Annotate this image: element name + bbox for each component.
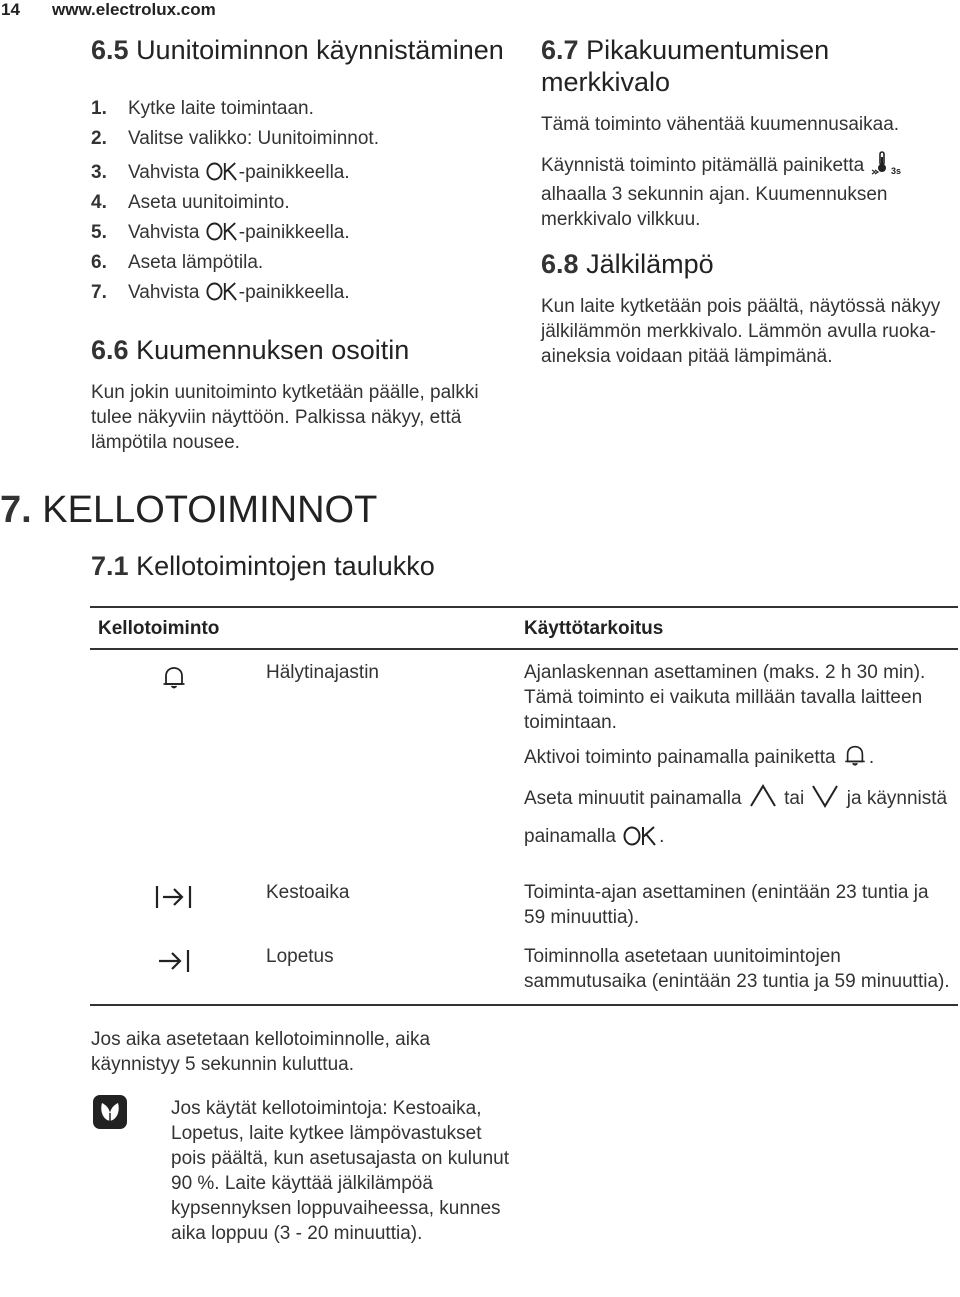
heading-7: 7. KELLOTOIMINNOT (0, 489, 378, 531)
table-header-row (90, 607, 958, 649)
heading-7-1: 7.1 Kellotoimintojen taulukko (91, 551, 435, 581)
bell-icon (843, 743, 867, 774)
function-description: Ajanlaskennan asettaminen (maks. 2 h 30 min). Tämä toiminto ei vaikuta millään tavalla laitteen toimintaan. Aktivoi toiminto painamalla painiketta . Aseta minuutit painamalla tai ja käynnistä painamalla . (516, 649, 958, 870)
note-timer-start: Jos aika asetetaan kellotoiminnolle, aika käynnistyy 5 sekunnin kuluttua. (91, 1029, 431, 1075)
function-name: Lopetus (258, 934, 516, 1005)
table-row (90, 934, 958, 1005)
steps-list (91, 96, 511, 310)
column-header-function: Kellotoiminto (90, 607, 516, 649)
left-column (91, 34, 511, 455)
list-item: 2. Valitse valikko: Uunitoiminnot. (91, 128, 379, 149)
chevron-up-icon (749, 784, 777, 820)
heading-6-5: 6.5 Uunitoiminnon käynnistäminen (91, 35, 504, 65)
table-row (90, 870, 958, 934)
bell-icon (161, 674, 187, 695)
heading-6-7: 6.7 Pikakuumentumisen merkkivalo (541, 35, 830, 97)
ok-icon (206, 282, 238, 308)
list-item: 5. Vahvista -painikkeella. (91, 220, 511, 250)
table-row (90, 649, 958, 870)
column-header-purpose: Käyttötarkoitus (516, 607, 958, 649)
function-description: Toiminnolla asetetaan uunitoimintojen sammutusaika (enintään 23 tuntia ja 59 minuuttia). (516, 934, 958, 1005)
paragraph-6-6: Kun jokin uunitoiminto kytketään päälle, palkki tulee näkyviin näyttöön. Palkissa näkyy, että lämpötila nousee. (91, 382, 479, 453)
right-column (541, 34, 960, 369)
list-item: 6. Aseta lämpötila. (91, 252, 264, 273)
list-item: 1. Kytke laite toimintaan. (91, 98, 314, 119)
list-item: 4. Aseta uunitoiminto. (91, 192, 290, 213)
function-name: Hälytinajastin (266, 662, 379, 683)
function-name: Kestoaika (266, 882, 350, 903)
note-residual-heat: Jos käytät kellotoimintoja: Kestoaika, Lopetus, laite kytkee lämpövastukset pois päältä, kun asetusajasta on kulunut 90 %. Laite käyttää jälkilämpöä kypsennyksen loppuvaiheessa, kunnes aika loppuu (3 - 20 minuuttia). (171, 1098, 510, 1244)
ok-icon (623, 824, 657, 858)
function-description: Toiminta-ajan asettaminen (enintään 23 tuntia ja 59 minuuttia). (524, 882, 929, 928)
chevron-down-icon (811, 784, 839, 820)
paragraph-6-8: Kun laite kytketään pois päältä, näytössä näkyy jälkilämmön merkkivalo. Lämmön avulla ruoka-aineksia voidaan pitää lämpimänä. (541, 296, 941, 367)
svg-text:3s: 3s (891, 166, 902, 175)
paragraph-6-7-a: Tämä toiminto vähentää kuumennusaikaa. (541, 114, 900, 135)
list-item: 7. Vahvista -painikkeella. (91, 280, 511, 310)
clock-functions-table (90, 606, 958, 1006)
paragraph-6-7-b: Käynnistä toiminto pitämällä painiketta 3s alhaalla 3 sekunnin ajan. Kuumennuksen merkkivalo vilkkuu. (541, 151, 960, 232)
ok-icon (206, 222, 238, 248)
end-time-icon (156, 958, 192, 979)
list-item: 3. Vahvista -painikkeella. (91, 160, 511, 190)
ok-icon (206, 162, 238, 188)
heading-6-6: 6.6 Kuumennuksen osoitin (91, 335, 410, 365)
site-url: www.electrolux.com (52, 0, 216, 19)
fast-heat-icon (871, 151, 903, 182)
eco-leaf-icon (92, 1094, 128, 1130)
duration-icon (154, 894, 194, 915)
heading-6-8: 6.8 Jälkilämpö (541, 249, 714, 279)
page-number: 14 (1, 0, 20, 19)
